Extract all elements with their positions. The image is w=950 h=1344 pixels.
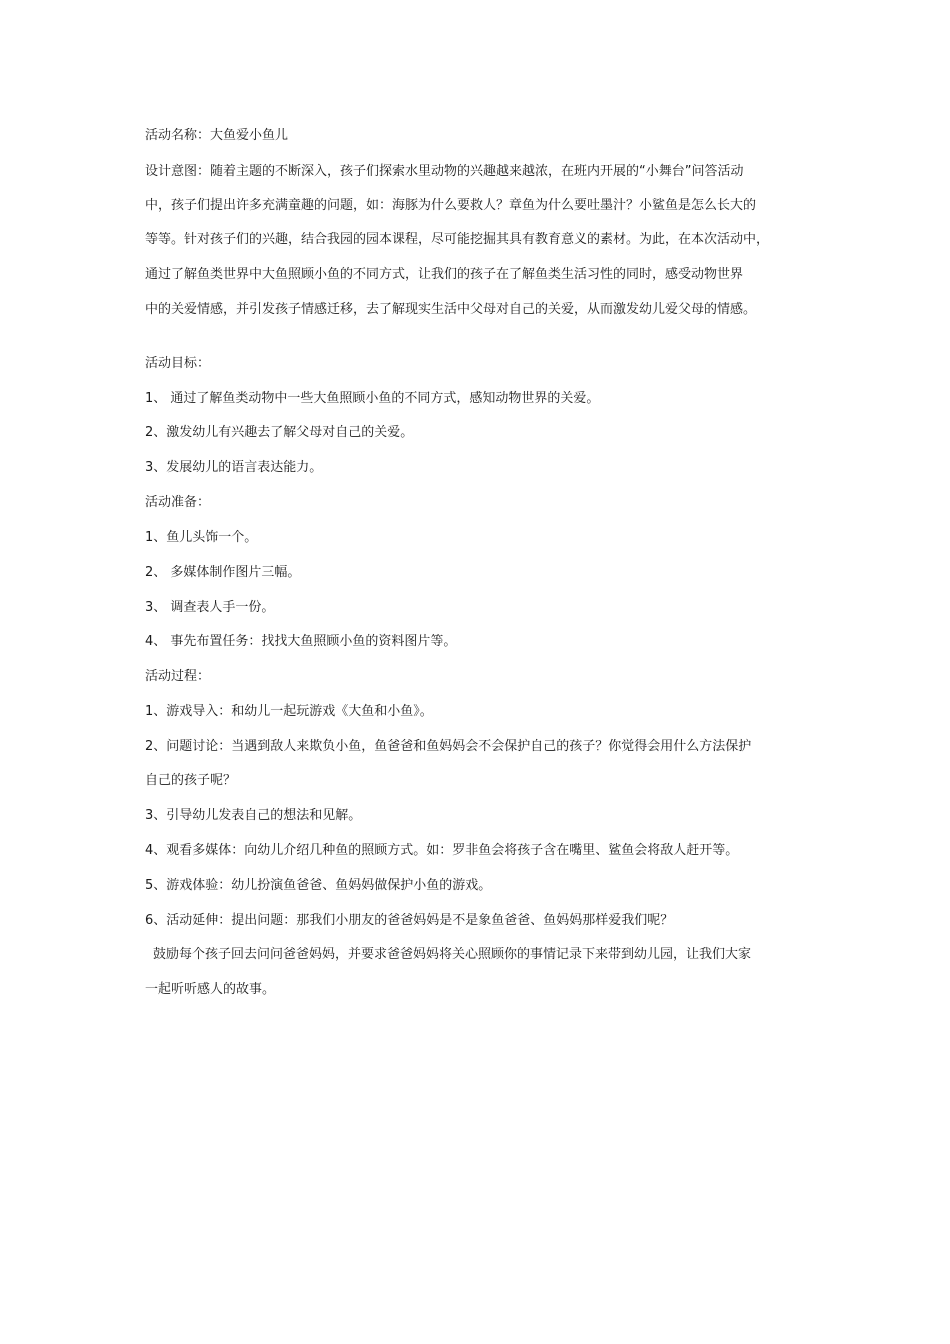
prep-item: 3、 调查表人手一份。 (145, 600, 275, 615)
goal-item: 2、激发幼儿有兴趣去了解父母对自己的关爱。 (145, 425, 414, 440)
process-item: 3、引导幼儿发表自己的想法和见解。 (145, 808, 362, 823)
design-intent-line: 等等。针对孩子们的兴趣，结合我园的园本课程，尽可能挖掘其具有教育意义的素材。为此，在本次活动中， (145, 232, 770, 247)
design-intent-line: 通过了解鱼类世界中大鱼照顾小鱼的不同方式，让我们的孩子在了解鱼类生活习性的同时，感受动物世界 (145, 267, 744, 282)
process-item-continued: 自己的孩子呢？ (145, 773, 237, 788)
process-item: 5、游戏体验：幼儿扮演鱼爸爸、鱼妈妈做保护小鱼的游戏。 (145, 878, 492, 893)
prep-item: 1、鱼儿头饰一个。 (145, 530, 258, 545)
design-intent-line: 中的关爱情感，并引发孩子情感迁移，去了解现实生活中父母对自己的关爱，从而激发幼儿爱父母的情感。 (145, 302, 757, 317)
prep-item: 2、 多媒体制作图片三幅。 (145, 565, 301, 580)
closing-line: 一起听听感人的故事。 (145, 982, 276, 997)
process-item: 4、观看多媒体：向幼儿介绍几种鱼的照顾方式。如：罗非鱼会将孩子含在嘴里、鲨鱼会将敌人赶开等。 (145, 843, 739, 858)
activity-name: 活动名称：大鱼爱小鱼儿 (145, 128, 289, 143)
process-item: 1、游戏导入：和幼儿一起玩游戏《大鱼和小鱼》。 (145, 704, 433, 719)
goals-heading: 活动目标： (145, 356, 211, 371)
prep-heading: 活动准备： (145, 495, 211, 510)
prep-item: 4、 事先布置任务：找找大鱼照顾小鱼的资料图片等。 (145, 634, 457, 649)
design-intent-line: 中，孩子们提出许多充满童趣的问题，如：海豚为什么要救人？章鱼为什么要吐墨汁？小鲨鱼是怎么长大的 (145, 198, 757, 213)
goal-item: 3、发展幼儿的语言表达能力。 (145, 460, 323, 475)
process-item: 2、问题讨论：当遇到敌人来欺负小鱼，鱼爸爸和鱼妈妈会不会保护自己的孩子？你觉得会用什么方法保护 (145, 739, 752, 754)
process-item: 6、活动延伸：提出问题：那我们小朋友的爸爸妈妈是不是象鱼爸爸、鱼妈妈那样爱我们呢？ (145, 913, 674, 928)
closing-line: 鼓励每个孩子回去问问爸爸妈妈，并要求爸爸妈妈将关心照顾你的事情记录下来带到幼儿园，让我们大家 (153, 947, 752, 962)
design-intent-line: 设计意图：随着主题的不断深入，孩子们探索水里动物的兴趣越来越浓，在班内开展的“小舞台”问答活动 (145, 164, 744, 179)
process-heading: 活动过程： (145, 669, 211, 684)
goal-item: 1、 通过了解鱼类动物中一些大鱼照顾小鱼的不同方式，感知动物世界的关爱。 (145, 391, 600, 406)
